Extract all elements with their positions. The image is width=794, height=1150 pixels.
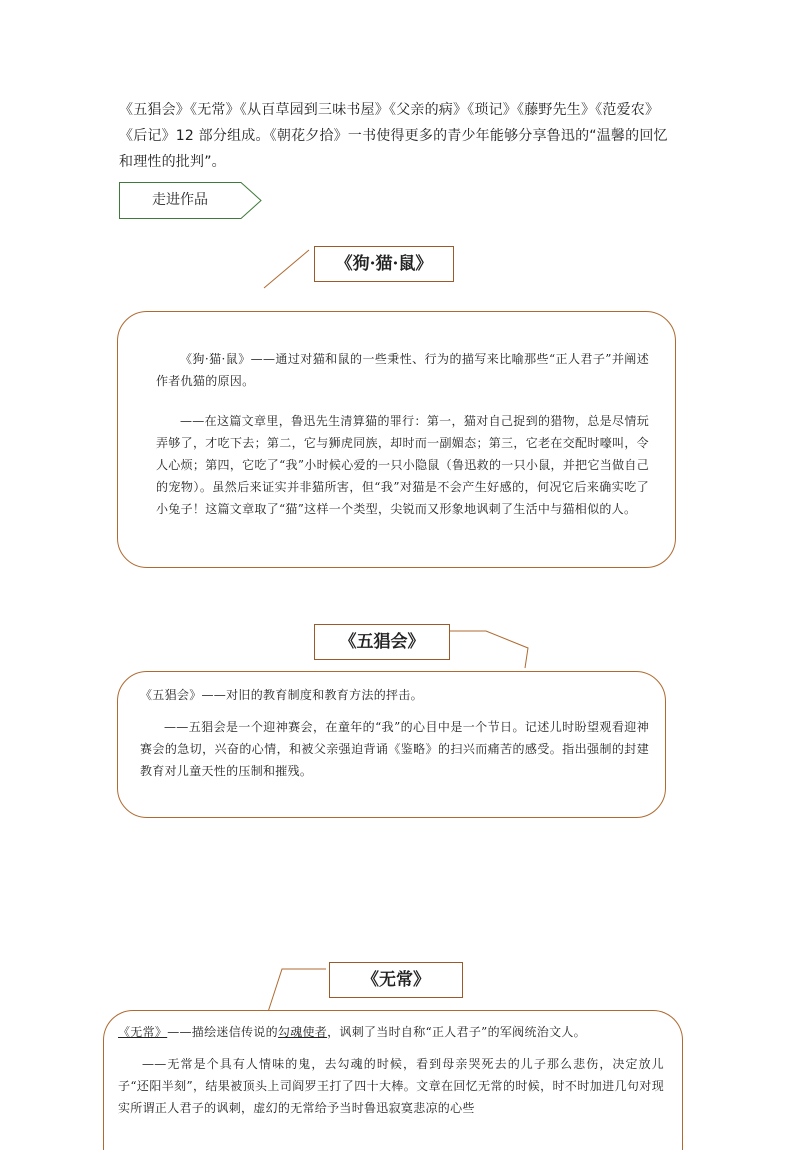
work-card-3	[103, 1010, 683, 1150]
connector-line-3	[268, 969, 326, 1012]
work-title-3: 《无常》	[329, 962, 463, 998]
connector-line-1	[264, 250, 309, 288]
work-detail-3: ——无常是个具有人情味的鬼，去勾魂的时候，看到母亲哭死去的儿子那么悲伤，决定放儿子“还阳半刻”，结果被顶头上司阎罗王打了四十大棒。文章在回忆无常的时候，时不时加进几句对现实所谓正人君子的讽刺，虚幻的无常给予当时鲁迅寂寞悲凉的心些	[118, 1057, 664, 1115]
work-detail-2: ——五猖会是一个迎神赛会，在童年的“我”的心目中是一个节日。记述儿时盼望观看迎神赛会的急切，兴奋的心情，和被父亲强迫背诵《鉴略》的扫兴而痛苦的感受。指出强制的封建教育对儿童天性的压制和摧残。	[140, 720, 649, 778]
section-tag	[119, 182, 259, 218]
section-tag-label: 走进作品	[152, 192, 208, 208]
work-summary-3	[118, 1021, 664, 1043]
intro-paragraph: 《五猖会》《无常》《从百草园到三味书屋》《父亲的病》《琐记》《藤野先生》《范爱农》《后记》12 部分组成。《朝花夕拾》一书使得更多的青少年能够分享鲁迅的“温馨的回忆和理性的批判”。	[119, 102, 668, 170]
work-summary-3-suffix: ，讽刺了当时自称“正人君子”的军阀统治文人。	[327, 1025, 586, 1039]
work-summary-3-term: 勾魂使者	[277, 1025, 328, 1039]
work-summary-3-prefix: 《无常》	[118, 1025, 168, 1039]
work-card-2	[117, 671, 666, 818]
work-summary-2: 《五猖会》——对旧的教育制度和教育方法的抨击。	[140, 688, 423, 702]
connector-line-2	[450, 631, 528, 668]
work-title-1: 《狗·猫·鼠》	[314, 246, 454, 282]
work-detail-1: ——在这篇文章里，鲁迅先生清算猫的罪行：第一，猫对自己捉到的猎物，总是尽情玩弄够了，才吃下去；第二，它与狮虎同族，却时而一副媚态；第三，它老在交配时嚎叫，令人心烦；第四，它吃了“我”小时候心爱的一只小隐鼠（鲁迅救的一只小鼠，并把它当做自己的宠物）。虽然后来证实并非猫所害，但“我”对猫是不会产生好感的，何况它后来确实吃了小兔子！这篇文章取了“猫”这样一个类型，尖锐而又形象地讽刺了生活中与猫相似的人。	[156, 414, 649, 516]
work-summary-1: 《狗·猫·鼠》——通过对猫和鼠的一些秉性、行为的描写来比喻那些“正人君子”并阐述作者仇猫的原因。	[156, 352, 649, 388]
work-title-2: 《五猖会》	[314, 624, 450, 660]
work-summary-3-mid: ——描绘迷信传说的	[167, 1025, 278, 1039]
work-card-1	[117, 311, 676, 568]
